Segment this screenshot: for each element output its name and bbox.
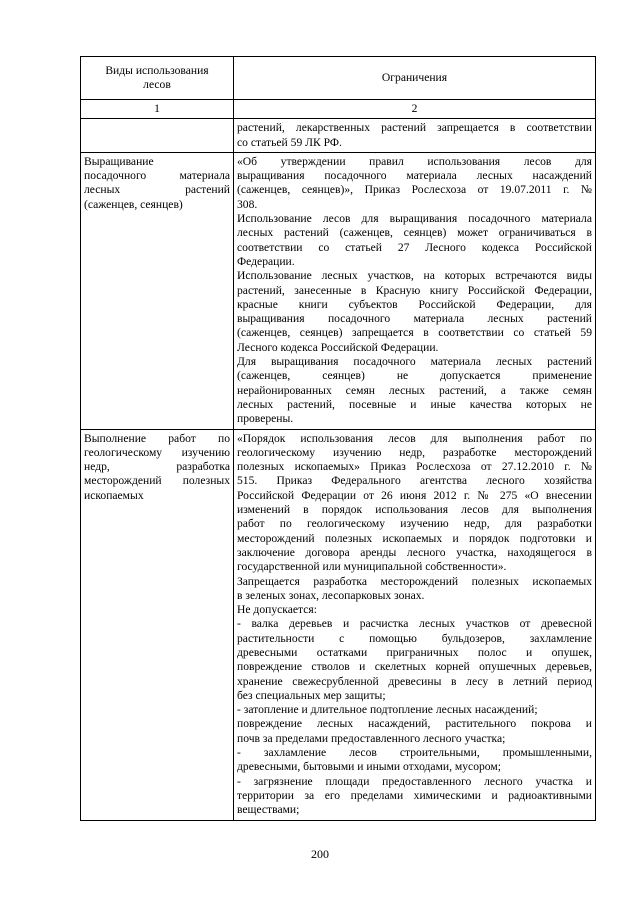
text-line: (саженцев, сеянцев) (84, 197, 183, 211)
text-line: «Порядок использования лесов для выполнения работ по (237, 431, 592, 445)
text-line: (саженцев, сеянцев)», Приказ Рослесхоза от 19.07.2011 г. № (237, 183, 592, 197)
text-line: веществами; (237, 803, 300, 817)
text-line: Выполнение работ по (84, 431, 230, 445)
text-line: растений, занесенные в Красную книгу Российской Федерации, (237, 283, 592, 297)
use-type-cell (81, 429, 234, 820)
continuation-row (81, 119, 596, 153)
text-line: лесных растений (саженцев, сеянцев) может ограничиваться в (237, 226, 592, 240)
restriction-cell (234, 429, 596, 820)
use-type-cell (81, 152, 234, 429)
text-line: соответствии со статьей 27 Лесного кодекса Российской (237, 240, 592, 254)
text-line: месторождений полезных (84, 474, 230, 488)
text-line: - валка деревьев и расчистка лесных участков от древесной (237, 617, 592, 631)
text-line: без специальных мер защиты; (237, 688, 386, 702)
text-line: территории за его пределами химическими и радиоактивными (237, 788, 592, 802)
text-line: Российской Федерации от 26 июня 2012 г. № 275 «О внесении (237, 488, 592, 502)
text-line: 308. (237, 197, 258, 211)
text-line: (саженцев, сеянцев) не допускается применение (237, 369, 592, 383)
text-line: Выращивание (84, 154, 154, 168)
restrictions-table (80, 56, 596, 821)
text-line: работ по геологическому изучению недр, для разработки (237, 517, 592, 531)
text-line: - захламление лесов строительными, промышленными, (237, 746, 592, 760)
text-line: проверены. (237, 412, 294, 426)
text-line: нерайонированных семян лесных растений, а также семян (237, 383, 592, 397)
page-number: 200 (311, 847, 329, 861)
column-number-1: 1 (81, 100, 234, 119)
text-line: почв за пределами предоставленного лесного участка; (237, 731, 506, 745)
text-line: древесными остатками приграничных полос и опушек, (237, 645, 592, 659)
text-line: Лесного кодекса Российской Федерации. (237, 340, 439, 354)
continuation-restriction-cell (234, 119, 596, 153)
header-forest-use-types (81, 57, 234, 100)
text-line: - загрязнение площади предоставленного лесного участка и (237, 774, 592, 788)
restriction-cell (234, 152, 596, 429)
text-line: выращивания посадочного материала лесных растений (237, 312, 592, 326)
text-line: лесных растений, посевные и иные качества которых не (237, 397, 592, 411)
text-line: геологическому изучению (84, 445, 230, 459)
text-line: растительности с помощью бульдозеров, захламление (237, 631, 592, 645)
header-restrictions: Ограничения (234, 57, 596, 100)
text-line: в зеленых зонах, лесопарковых зонах. (237, 588, 425, 602)
text-line: лесных растений (84, 183, 230, 197)
text-line: полезных ископаемых» Приказ Рослесхоза от 27.12.2010 г. № (237, 460, 592, 474)
text-line: недр, разработка (84, 460, 230, 474)
text-line: красные книги субъектов Российской Федерации, для (237, 297, 592, 311)
text-line: выращивания посадочного материала лесных насаждений (237, 169, 592, 183)
text-line: месторождений полезных ископаемых и порядок подготовки и (237, 531, 592, 545)
text-line: Использование лесов для выращивания посадочного материала (237, 212, 592, 226)
text-line: (саженцев, сеянцев) запрещается в соответствии со статьей 59 (237, 326, 592, 340)
text-line: посадочного материала (84, 169, 230, 183)
column-number-row (81, 100, 596, 119)
header-line: лесов (143, 78, 171, 91)
text-line: заключение договора аренды лесного участка, находящегося в (237, 545, 592, 559)
text-line: повреждение лесных насаждений, растительного покрова и (237, 717, 592, 731)
table-row (81, 152, 596, 429)
text-line: хранение свежесрубленной древесины в лесу в летний период (237, 674, 592, 688)
text-line: изменений в порядок использования лесов для выполнения (237, 503, 592, 517)
text-line: государственной или муниципальной собственности». (237, 560, 507, 574)
text-line: геологическому изучению недр, разработке месторождений (237, 445, 592, 459)
text-line: Использование лесных участков, на которых встречаются виды (237, 269, 592, 283)
text-line: Федерации. (237, 254, 295, 268)
text-line: Не допускается: (237, 603, 317, 617)
continuation-type-cell (81, 119, 234, 153)
text-line: - затопление и длительное подтопление лесных насаждений; (237, 703, 538, 717)
header-row (81, 57, 596, 100)
column-number-2: 2 (234, 100, 596, 119)
text-line: со статьей 59 ЛК РФ. (237, 135, 342, 149)
header-line: Виды использования (105, 63, 209, 77)
table-row (81, 429, 596, 820)
text-line: древесными, бытовыми и иными отходами, мусором; (237, 760, 501, 774)
text-line: Запрещается разработка месторождений полезных ископаемых (237, 574, 592, 588)
text-line: Для выращивания посадочного материала лесных растений (237, 355, 592, 369)
text-line: повреждение стволов и скелетных корней опушечных деревьев, (237, 660, 592, 674)
text-line: «Об утверждении правил использования лесов для (237, 154, 592, 168)
text-line: растений, лекарственных растений запрещается в соответствии (237, 121, 592, 135)
text-line: ископаемых (84, 488, 144, 502)
text-line: 515. Приказ Федерального агентства лесного хозяйства (237, 474, 592, 488)
